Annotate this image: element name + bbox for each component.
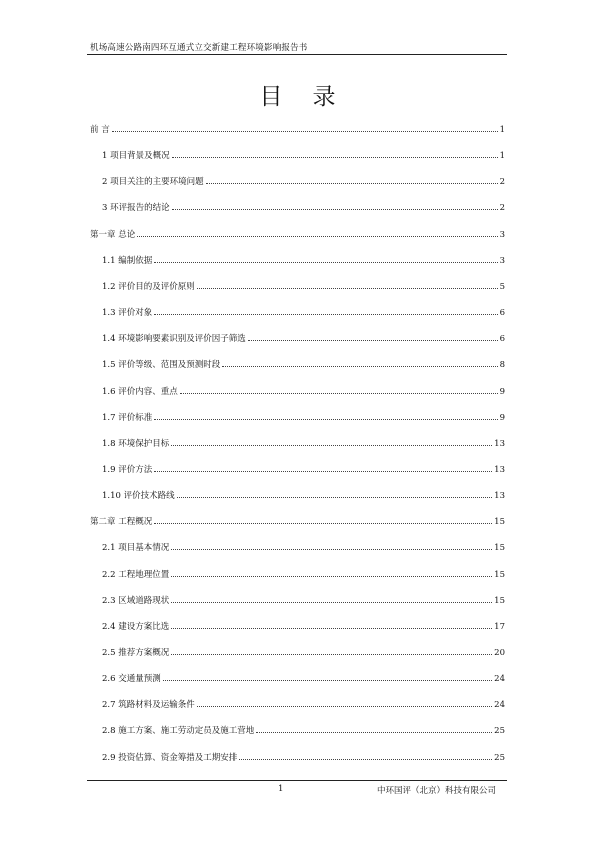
report-title: 机场高速公路南四环互通式立交新建工程环境影响报告书 (90, 43, 308, 53)
toc-entry-page: 3 (499, 255, 505, 266)
toc-dot-leader (206, 174, 498, 184)
toc-dot-leader (154, 410, 497, 420)
toc-entry-label: 1.8 环境保护目标 (102, 438, 170, 449)
toc-dot-leader (172, 200, 498, 210)
toc-entry-label: 1 项目背景及概况 (102, 151, 170, 162)
toc-entry-page: 13 (494, 438, 505, 449)
toc-entry[interactable] (102, 723, 505, 737)
toc-dot-leader (171, 619, 492, 629)
toc-entry[interactable] (102, 200, 505, 214)
toc-entry[interactable] (102, 488, 505, 502)
toc-entry[interactable] (102, 750, 505, 764)
toc-entry-page: 17 (494, 621, 505, 632)
toc-entry-page: 6 (499, 334, 505, 345)
toc-entry-label: 2.8 施工方案、施工劳动定员及施工营地 (102, 726, 255, 737)
toc-dot-leader (154, 514, 492, 524)
toc-entry-page: 15 (494, 543, 505, 554)
toc-dot-leader (171, 645, 492, 655)
toc-entry-page: 1 (499, 125, 505, 135)
toc-dot-leader (171, 436, 492, 446)
page-title: 目录 (259, 84, 366, 110)
toc-dot-leader (222, 357, 497, 367)
toc-entry[interactable] (102, 462, 505, 476)
toc-entry-label: 1.3 评价对象 (102, 308, 153, 319)
toc-entry-page: 9 (499, 412, 505, 423)
toc-entry-label: 前 言 (90, 125, 110, 135)
toc-entry-label: 1.1 编制依据 (102, 255, 153, 266)
toc-entry-page: 15 (494, 595, 505, 606)
toc-entry-page: 9 (499, 386, 505, 397)
toc-entry-label: 2.4 建设方案比选 (102, 621, 170, 632)
toc-entry[interactable] (90, 122, 505, 136)
toc-entry-label: 2.9 投资估算、资金筹措及工期安排 (102, 752, 238, 763)
toc-entry-page: 15 (494, 569, 505, 580)
toc-entry[interactable] (102, 357, 505, 371)
toc-entry[interactable] (102, 593, 505, 607)
toc-entry[interactable] (102, 619, 505, 633)
toc-entry-page: 2 (499, 203, 505, 214)
toc-entry-label: 1.9 评价方法 (102, 464, 153, 475)
toc-entry-label: 2.5 推荐方案概况 (102, 648, 170, 658)
toc-entry-label: 2.2 工程地理位置 (102, 569, 170, 580)
toc-entry-page: 8 (499, 360, 505, 371)
toc-entry-label: 2.1 项目基本情况 (102, 543, 170, 554)
toc-entry[interactable] (102, 253, 505, 267)
toc-entry-page: 15 (494, 517, 505, 528)
toc-entry-page: 3 (499, 229, 505, 240)
toc-entry[interactable] (102, 540, 505, 554)
toc-entry-label: 1.6 评价内容、重点 (102, 386, 178, 397)
toc-dot-leader (197, 697, 492, 707)
header-divider (87, 54, 507, 55)
toc-dot-leader (177, 488, 493, 498)
toc-entry-page: 25 (494, 726, 505, 737)
toc-entry-page: 2 (499, 177, 505, 188)
toc-entry-label: 2.6 交通量预测 (102, 674, 161, 685)
toc-entry[interactable] (102, 305, 505, 319)
toc-dot-leader (154, 462, 492, 472)
page-number: 1 (278, 784, 284, 794)
toc-entry-label: 3 环评报告的结论 (102, 203, 170, 214)
toc-entry-page: 25 (494, 752, 505, 763)
toc-entry[interactable] (102, 671, 505, 685)
company-name: 中环国评（北京）科技有限公司 (376, 786, 496, 796)
toc-dot-leader (154, 253, 497, 263)
toc-dot-leader (256, 723, 492, 733)
toc-dot-leader (180, 384, 498, 394)
toc-entry-label: 第一章 总论 (90, 229, 136, 240)
toc-dot-leader (171, 540, 492, 550)
toc-entry-page: 20 (494, 648, 505, 658)
toc-entry-page: 6 (499, 308, 505, 319)
toc-entry[interactable] (102, 148, 505, 162)
toc-dot-leader (137, 227, 497, 237)
toc-dot-leader (172, 148, 498, 158)
toc-entry-label: 1.5 评价等级、范围及预测时段 (102, 360, 221, 371)
toc-entry-page: 13 (494, 491, 505, 502)
toc-entry-label: 1.7 评价标准 (102, 412, 153, 423)
toc-entry-label: 2.3 区域道路现状 (102, 595, 170, 606)
toc-entry-label: 2 项目关注的主要环境问题 (102, 177, 204, 188)
toc-dot-leader (248, 331, 498, 341)
toc-entry[interactable] (90, 227, 505, 241)
toc-entry-label: 第二章 工程概况 (90, 517, 153, 528)
toc-entry-page: 24 (494, 700, 505, 711)
toc-dot-leader (239, 750, 492, 760)
toc-entry[interactable] (102, 331, 505, 345)
toc-entry[interactable] (90, 514, 505, 528)
toc-entry[interactable] (102, 279, 505, 293)
toc-entry[interactable] (102, 410, 505, 424)
toc-entry-label: 1.10 评价技术路线 (102, 491, 175, 502)
footer-divider (87, 780, 507, 781)
toc-dot-leader (112, 122, 498, 132)
toc-entry[interactable] (102, 174, 505, 188)
toc-dot-leader (163, 671, 492, 681)
toc-dot-leader (171, 593, 492, 603)
toc-entry-label: 2.7 筑路材料及运输条件 (102, 700, 195, 711)
toc-entry[interactable] (102, 567, 505, 581)
toc-dot-leader (154, 305, 497, 315)
toc-entry-page: 13 (494, 464, 505, 475)
toc-dot-leader (171, 567, 492, 577)
toc-entry[interactable] (102, 697, 505, 711)
toc-entry-page: 1 (499, 151, 505, 162)
toc-entry[interactable] (102, 384, 505, 398)
toc-entry-label: 1.2 评价目的及评价原则 (102, 281, 195, 292)
toc-entry-page: 24 (494, 674, 505, 685)
toc-entry-page: 5 (499, 281, 505, 292)
toc-entry[interactable] (102, 645, 505, 659)
toc-entry-label: 1.4 环境影响要素识别及评价因子筛选 (102, 334, 246, 345)
toc-dot-leader (197, 279, 498, 289)
toc-entry[interactable] (102, 436, 505, 450)
